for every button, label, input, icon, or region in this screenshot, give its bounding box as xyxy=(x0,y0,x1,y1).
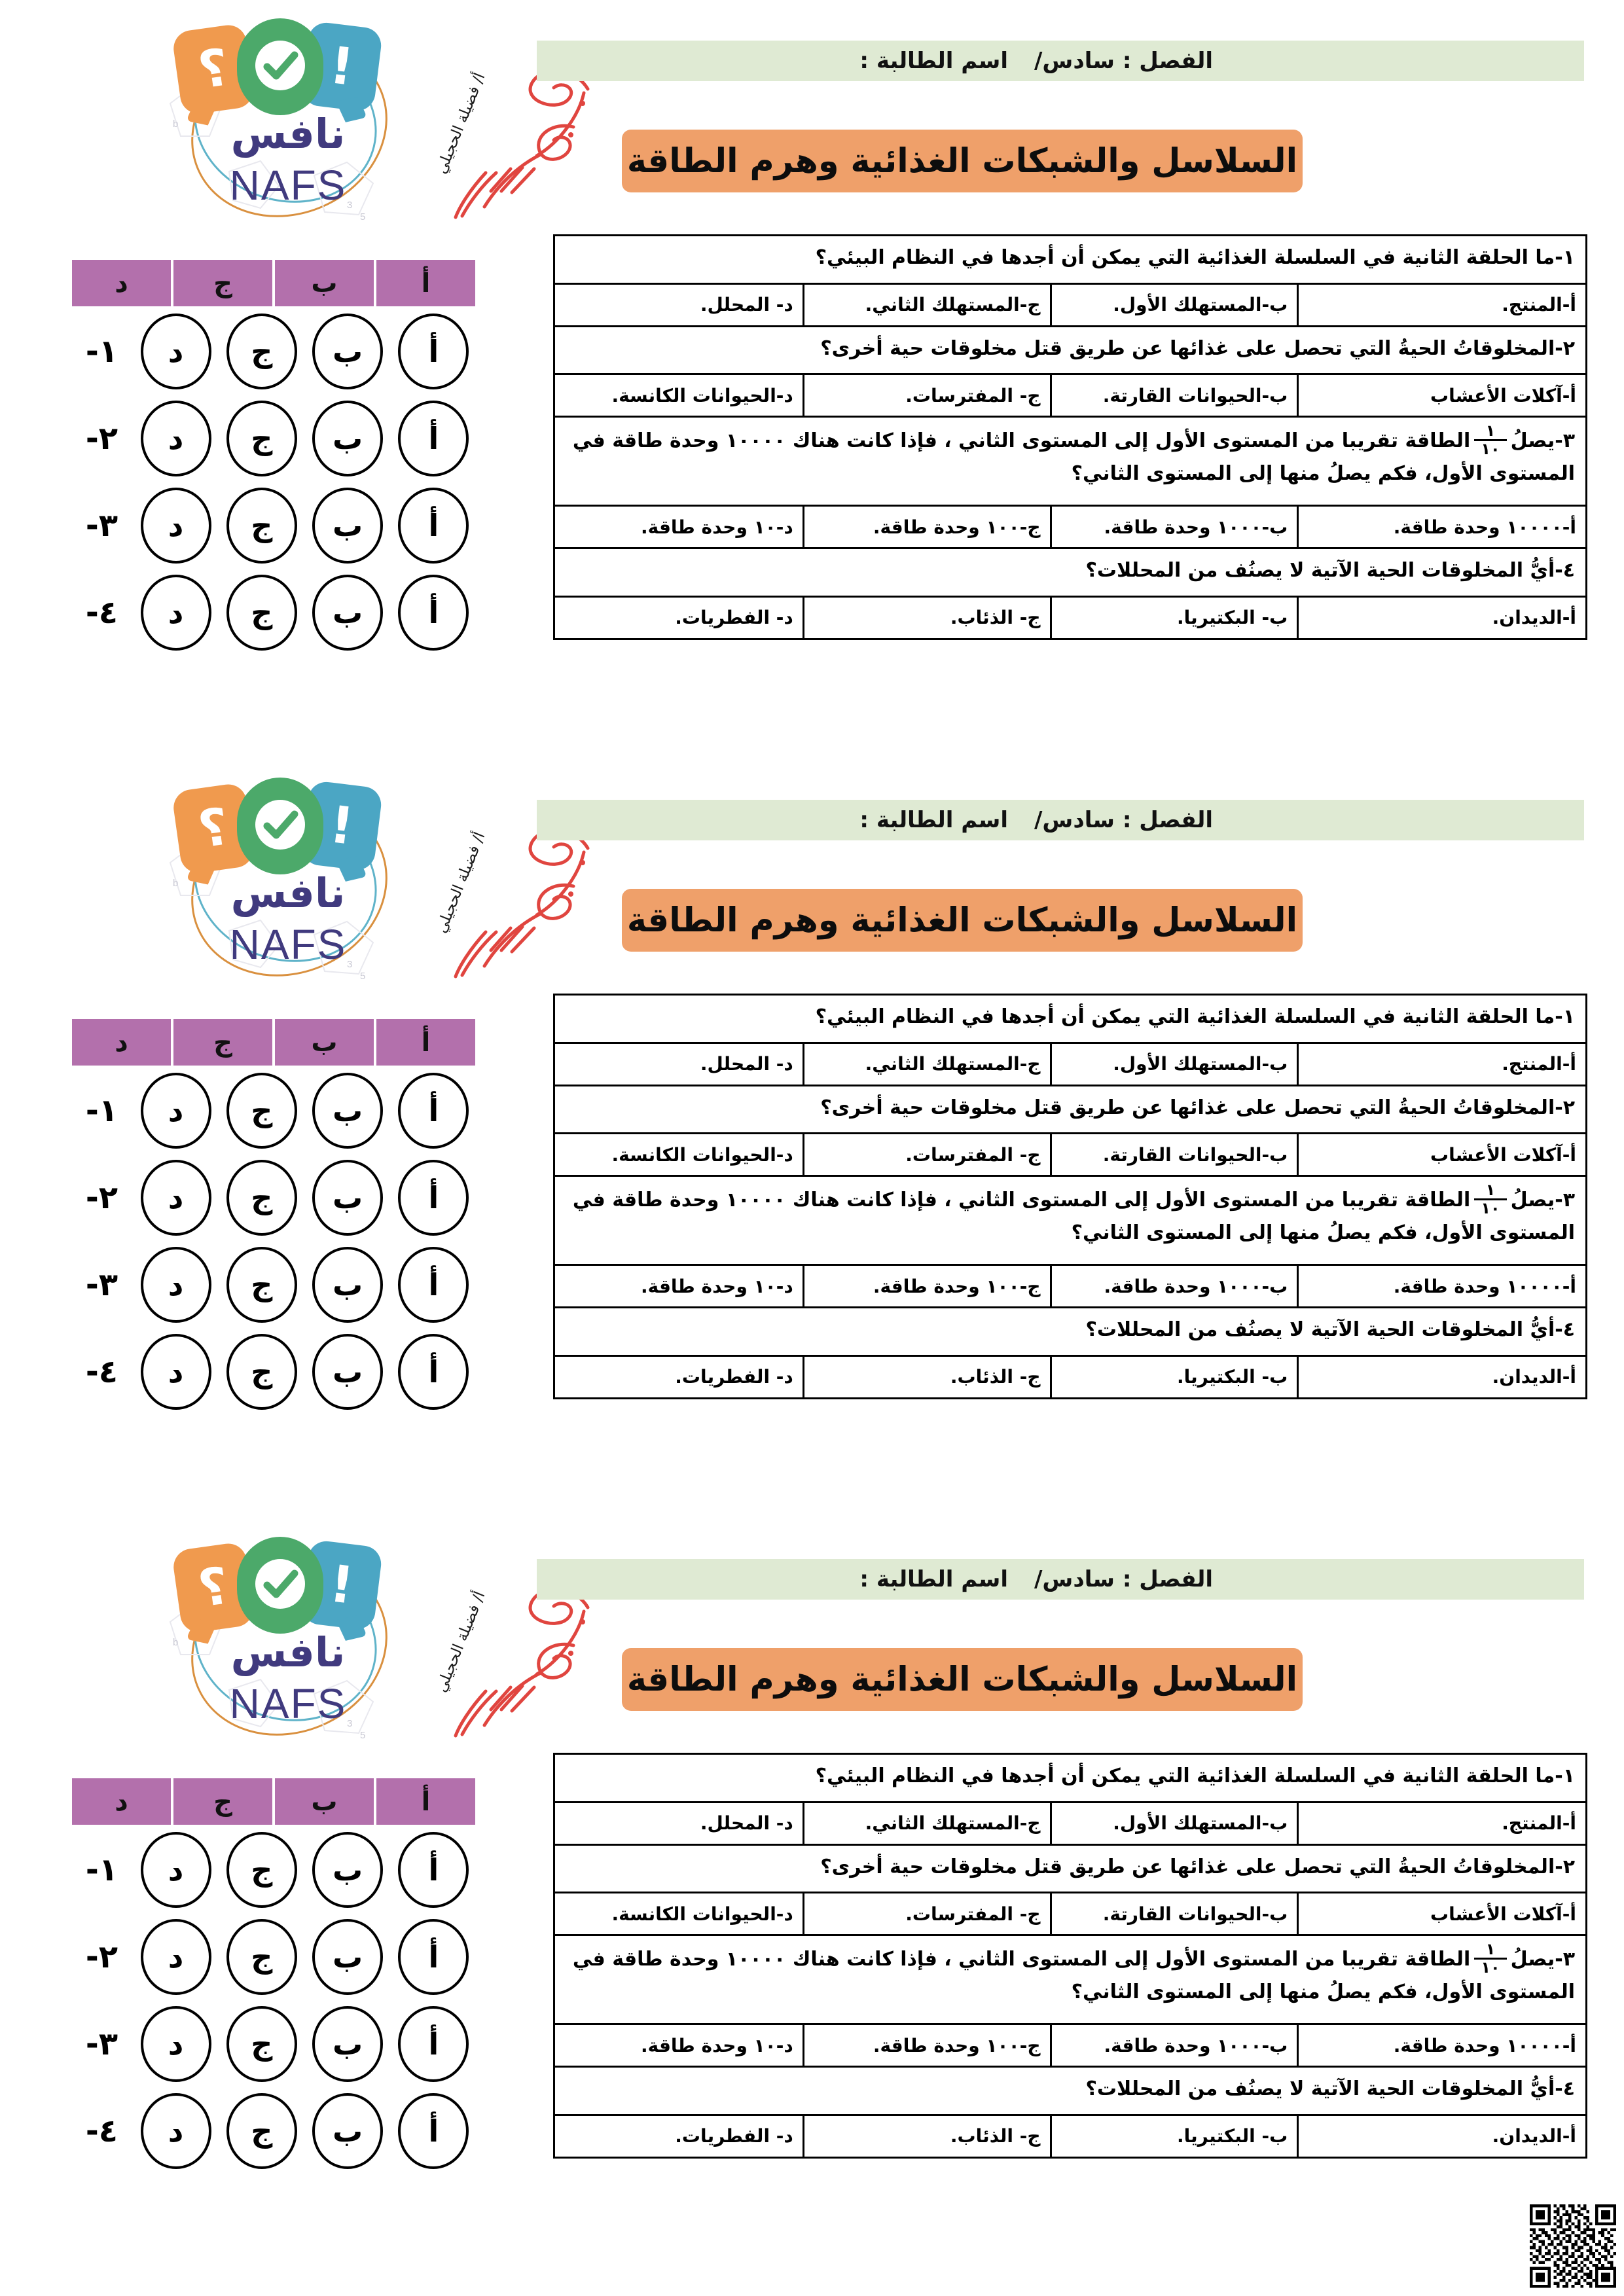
answer-bubble-3-d[interactable] xyxy=(133,2000,219,2087)
student-name-label: اسم الطالبة : xyxy=(859,807,1008,833)
answer-column-header-a: أ xyxy=(375,1777,477,1826)
answer-bubble-2-c[interactable] xyxy=(219,1913,304,2000)
answer-bubble-4-a[interactable] xyxy=(391,1328,477,1415)
worksheet-title-banner xyxy=(622,889,1303,952)
teacher-name-label: أ/ فضيلة الحجيلي xyxy=(432,830,489,936)
answer-column-header-a: أ xyxy=(375,1018,477,1067)
answer-bubble-label: أ xyxy=(398,401,469,476)
exclamation-mark-glyph: ! xyxy=(326,1554,357,1616)
answer-column-header-d: د xyxy=(71,259,172,308)
option-1-a[interactable]: أ-المنتج. xyxy=(1297,1044,1585,1085)
question-4-options xyxy=(555,598,1585,638)
question-1-text: ١-ما الحلقة الثانية في السلسلة الغذائية التي يمكن أن أجدها في النظام البيئي؟ xyxy=(555,236,1585,285)
answer-bubble-3-b[interactable] xyxy=(304,1241,390,1328)
answer-bubble-label: أ xyxy=(398,2093,469,2169)
question-3-options xyxy=(555,507,1585,549)
option-2-b[interactable]: ب-الحيوانات القارتة. xyxy=(1050,1134,1297,1175)
option-2-c[interactable]: ج- المفترسات. xyxy=(803,1893,1050,1934)
answer-column-header-b: ب xyxy=(274,259,375,308)
answer-row-number: ٤- xyxy=(85,594,118,631)
option-2-d[interactable]: د-الحيوانات الكانسة. xyxy=(611,384,793,406)
option-1-a[interactable]: أ-المنتج. xyxy=(1297,1803,1585,1844)
answer-column-header-c: ج xyxy=(172,1018,274,1067)
option-1-b[interactable]: ب-المستهلك الأول. xyxy=(1050,1044,1297,1085)
class-label: الفصل : سادس/ xyxy=(1034,1566,1213,1592)
answer-bubble-label: ب xyxy=(312,1334,383,1410)
fraction-one-tenth xyxy=(1474,423,1506,457)
question-3-options xyxy=(555,1266,1585,1308)
answer-row-number: ٣- xyxy=(85,1266,118,1303)
fraction-one-tenth xyxy=(1474,1182,1506,1217)
option-1-d[interactable]: د- المحلل. xyxy=(700,1812,793,1834)
question-1-options xyxy=(555,1044,1585,1086)
answer-bubble-4-b[interactable] xyxy=(304,2087,390,2174)
question-mark-glyph: ؟ xyxy=(194,797,232,860)
option-4-d[interactable]: د- الفطريات. xyxy=(675,2125,793,2147)
answer-row xyxy=(71,482,477,569)
worksheet-title-banner xyxy=(622,130,1303,192)
worksheet-section xyxy=(0,0,1624,759)
option-3-b[interactable]: ب-١٠٠٠ وحدة طاقة. xyxy=(1050,2025,1297,2066)
option-1-a[interactable]: أ-المنتج. xyxy=(1297,285,1585,325)
student-header-band xyxy=(537,41,1584,81)
option-4-d[interactable]: د- الفطريات. xyxy=(675,1366,793,1388)
question-2-options xyxy=(555,1134,1585,1177)
option-2-a[interactable]: أ-آكلات الأعشاب xyxy=(1297,1134,1585,1175)
logo-arabic-wordmark: نافس xyxy=(230,869,346,917)
answer-bubble-label: د xyxy=(141,1160,211,1236)
answer-bubble-label: د xyxy=(141,2093,211,2169)
svg-text:b: b xyxy=(173,1637,179,1648)
answer-bubble-4-c[interactable] xyxy=(219,2087,304,2174)
answer-bubble-label: ج xyxy=(226,575,297,651)
answer-bubble-3-c[interactable] xyxy=(219,2000,304,2087)
answer-bubble-label: د xyxy=(141,314,211,389)
answer-bubble-label: أ xyxy=(398,1832,469,1908)
page-title: السلاسل والشبكات الغذائية وهرم الطاقة xyxy=(626,901,1298,940)
worksheet-title-banner xyxy=(622,1648,1303,1711)
answer-column-header-b: ب xyxy=(274,1777,375,1826)
nafs-logo xyxy=(151,12,425,234)
fraction-denominator: ١٠ xyxy=(1481,1958,1500,1977)
answer-row-number: ١- xyxy=(85,1092,118,1129)
answer-bubble-label: ب xyxy=(312,488,383,564)
answer-bubble-4-c[interactable] xyxy=(219,1328,304,1415)
answer-row xyxy=(71,308,477,395)
option-3-b[interactable]: ب-١٠٠٠ وحدة طاقة. xyxy=(1050,507,1297,547)
logo-arabic-wordmark: نافس xyxy=(230,110,346,158)
answer-bubble-label: د xyxy=(141,2006,211,2082)
questions-table xyxy=(553,1753,1587,2159)
answer-bubble-label: د xyxy=(141,1247,211,1323)
answer-bubble-1-d[interactable] xyxy=(133,308,219,395)
question-2-text: ٢-المخلوقاتُ الحيةُ التي تحصل على غذائها عن طريق قتل مخلوقات حية أخرى؟ xyxy=(555,1846,1585,1894)
answer-bubble-label: ج xyxy=(226,2006,297,2082)
answer-bubble-label: د xyxy=(141,488,211,564)
answer-bubble-2-d[interactable] xyxy=(133,395,219,482)
check-mark-icon xyxy=(237,778,323,874)
option-4-c[interactable]: ج- الذئاب. xyxy=(803,1357,1050,1397)
answer-bubble-3-b[interactable] xyxy=(304,2000,390,2087)
answer-bubble-4-d[interactable] xyxy=(133,2087,219,2174)
student-header-band xyxy=(537,800,1584,840)
answer-bubble-label: د xyxy=(141,1919,211,1995)
svg-text:3: 3 xyxy=(347,1718,353,1729)
answer-grid-header xyxy=(71,259,477,308)
answer-bubble-1-a[interactable] xyxy=(391,1067,477,1154)
option-2-b[interactable]: ب-الحيوانات القارتة. xyxy=(1050,375,1297,416)
student-name-label: اسم الطالبة : xyxy=(859,48,1008,74)
questions-table xyxy=(553,994,1587,1399)
question-3-text xyxy=(555,1936,1585,2025)
answer-bubble-label: ج xyxy=(226,1334,297,1410)
fraction-one-tenth xyxy=(1474,1941,1506,1976)
svg-text:b: b xyxy=(173,118,179,130)
answer-bubble-grid xyxy=(71,259,477,656)
question-1-text: ١-ما الحلقة الثانية في السلسلة الغذائية التي يمكن أن أجدها في النظام البيئي؟ xyxy=(555,996,1585,1044)
svg-text:5: 5 xyxy=(360,1730,366,1741)
svg-text:3: 3 xyxy=(347,959,353,970)
logo-english-wordmark: NAFS xyxy=(229,921,347,968)
question-mark-glyph: ؟ xyxy=(194,38,232,101)
option-4-a[interactable]: أ-الديدان. xyxy=(1297,598,1585,638)
answer-bubble-label: أ xyxy=(398,488,469,564)
option-1-c[interactable]: ج-المستهلك الثاني. xyxy=(803,1803,1050,1844)
svg-text:5: 5 xyxy=(360,211,366,223)
answer-bubble-3-c[interactable] xyxy=(219,482,304,569)
answer-bubble-label: د xyxy=(141,1073,211,1149)
option-1-d[interactable]: د- المحلل. xyxy=(700,1053,793,1075)
page-title: السلاسل والشبكات الغذائية وهرم الطاقة xyxy=(626,141,1298,181)
answer-bubble-1-d[interactable] xyxy=(133,1067,219,1154)
student-name-label: اسم الطالبة : xyxy=(859,1566,1008,1592)
answer-bubble-label: ب xyxy=(312,1832,383,1908)
student-header-band xyxy=(537,1559,1584,1600)
answer-bubble-4-d[interactable] xyxy=(133,569,219,656)
answer-row-number: ٢- xyxy=(85,1179,118,1216)
answer-row-number: ١- xyxy=(85,1851,118,1888)
question-1-text: ١-ما الحلقة الثانية في السلسلة الغذائية التي يمكن أن أجدها في النظام البيئي؟ xyxy=(555,1755,1585,1803)
check-mark-icon xyxy=(237,1537,323,1634)
option-3-d[interactable]: د-١٠ وحدة طاقة. xyxy=(640,1275,793,1297)
answer-bubble-label: د xyxy=(141,1334,211,1410)
option-3-b[interactable]: ب-١٠٠٠ وحدة طاقة. xyxy=(1050,1266,1297,1306)
answer-bubble-label: ج xyxy=(226,2093,297,2169)
fraction-numerator: ١ xyxy=(1474,423,1506,441)
worksheet-section xyxy=(0,1518,1624,2278)
logo-speech-bubbles xyxy=(177,778,393,872)
answer-bubble-1-a[interactable] xyxy=(391,1826,477,1913)
answer-row xyxy=(71,1913,477,2000)
class-label: الفصل : سادس/ xyxy=(1034,48,1213,74)
svg-text:3: 3 xyxy=(347,200,353,211)
answer-row xyxy=(71,569,477,656)
option-4-c[interactable]: ج- الذئاب. xyxy=(803,598,1050,638)
answer-column-header-c: ج xyxy=(172,1777,274,1826)
answer-bubble-label: ب xyxy=(312,575,383,651)
answer-bubble-label: ب xyxy=(312,314,383,389)
answer-row xyxy=(71,2087,477,2174)
answer-bubble-label: ب xyxy=(312,1160,383,1236)
check-mark-svg xyxy=(253,1556,308,1611)
question-3-prefix: ٣-يصلُ xyxy=(1510,1948,1575,1971)
option-2-a[interactable]: أ-آكلات الأعشاب xyxy=(1297,1893,1585,1934)
question-3-text xyxy=(555,1177,1585,1266)
answer-row xyxy=(71,1154,477,1241)
answer-bubble-grid xyxy=(71,1018,477,1415)
answer-row-number: ٣- xyxy=(85,507,118,544)
questions-table xyxy=(553,234,1587,640)
answer-bubble-1-a[interactable] xyxy=(391,308,477,395)
question-2-text: ٢-المخلوقاتُ الحيةُ التي تحصل على غذائها عن طريق قتل مخلوقات حية أخرى؟ xyxy=(555,1086,1585,1135)
answer-bubble-2-c[interactable] xyxy=(219,395,304,482)
question-2-options xyxy=(555,1893,1585,1936)
teacher-name-label: أ/ فضيلة الحجيلي xyxy=(432,71,489,177)
teacher-name-label: أ/ فضيلة الحجيلي xyxy=(432,1589,489,1695)
question-4-text: ٤-أيُّ المخلوقات الحية الآتية لا يصنُف من المحللات؟ xyxy=(555,549,1585,598)
fraction-numerator: ١ xyxy=(1474,1182,1506,1200)
check-mark-icon xyxy=(237,18,323,115)
answer-bubble-label: ج xyxy=(226,401,297,476)
answer-bubble-2-c[interactable] xyxy=(219,1154,304,1241)
answer-row xyxy=(71,1067,477,1154)
answer-bubble-label: ج xyxy=(226,488,297,564)
answer-bubble-label: د xyxy=(141,1832,211,1908)
logo-arabic-wordmark: نافس xyxy=(230,1628,346,1676)
qr-code xyxy=(1530,2204,1616,2291)
question-3-suffix: الطاقة تقريبا من المستوى الأول إلى المستوى الثاني ، فإذا كانت هناك ١٠٠٠٠ وحدة طاقة في المستوى الأول، فكم يصلُ منها إلى المستوى الثاني؟ xyxy=(572,1948,1575,2004)
answer-row-number: ٢- xyxy=(85,420,118,457)
answer-bubble-3-c[interactable] xyxy=(219,1241,304,1328)
answer-bubble-1-b[interactable] xyxy=(304,308,390,395)
answer-bubble-4-b[interactable] xyxy=(304,569,390,656)
answer-row xyxy=(71,395,477,482)
class-label: الفصل : سادس/ xyxy=(1034,807,1213,833)
question-2-options xyxy=(555,375,1585,418)
answer-bubble-label: ب xyxy=(312,401,383,476)
question-3-suffix: الطاقة تقريبا من المستوى الأول إلى المستوى الثاني ، فإذا كانت هناك ١٠٠٠٠ وحدة طاقة في المستوى الأول، فكم يصلُ منها إلى المستوى الثاني؟ xyxy=(572,429,1575,486)
answer-bubble-label: د xyxy=(141,401,211,476)
worksheet-section xyxy=(0,759,1624,1518)
fraction-denominator: ١٠ xyxy=(1481,1199,1500,1218)
answer-bubble-label: ب xyxy=(312,2093,383,2169)
answer-grid-header xyxy=(71,1777,477,1826)
answer-bubble-label: د xyxy=(141,575,211,651)
answer-row-number: ٤- xyxy=(85,1353,118,1390)
option-2-c[interactable]: ج- المفترسات. xyxy=(803,1134,1050,1175)
answer-row-number: ٣- xyxy=(85,2025,118,2062)
page-title: السلاسل والشبكات الغذائية وهرم الطاقة xyxy=(626,1660,1298,1699)
answer-bubble-2-b[interactable] xyxy=(304,1913,390,2000)
option-1-c[interactable]: ج-المستهلك الثاني. xyxy=(803,285,1050,325)
answer-bubble-label: أ xyxy=(398,1160,469,1236)
question-1-options xyxy=(555,285,1585,327)
answer-bubble-2-d[interactable] xyxy=(133,1913,219,2000)
answer-bubble-3-a[interactable] xyxy=(391,2000,477,2087)
answer-bubble-grid xyxy=(71,1777,477,2174)
option-4-d[interactable]: د- الفطريات. xyxy=(675,607,793,628)
answer-row xyxy=(71,1328,477,1415)
answer-bubble-label: أ xyxy=(398,1334,469,1410)
fraction-denominator: ١٠ xyxy=(1481,440,1500,459)
answer-bubble-2-b[interactable] xyxy=(304,1154,390,1241)
option-4-b[interactable]: ب- البكتيريا. xyxy=(1050,598,1297,638)
option-3-a[interactable]: أ-١٠٠٠٠ وحدة طاقة. xyxy=(1297,1266,1585,1306)
option-2-b[interactable]: ب-الحيوانات القارتة. xyxy=(1050,1893,1297,1934)
option-2-d[interactable]: د-الحيوانات الكانسة. xyxy=(611,1903,793,1925)
option-4-a[interactable]: أ-الديدان. xyxy=(1297,1357,1585,1397)
question-4-options xyxy=(555,1357,1585,1397)
question-1-options xyxy=(555,1803,1585,1846)
answer-bubble-label: ج xyxy=(226,314,297,389)
answer-column-header-b: ب xyxy=(274,1018,375,1067)
answer-bubble-1-c[interactable] xyxy=(219,1067,304,1154)
answer-bubble-label: ج xyxy=(226,1919,297,1995)
answer-bubble-label: ج xyxy=(226,1073,297,1149)
answer-bubble-3-a[interactable] xyxy=(391,1241,477,1328)
answer-bubble-label: ب xyxy=(312,1247,383,1323)
answer-bubble-1-c[interactable] xyxy=(219,1826,304,1913)
answer-row xyxy=(71,1241,477,1328)
answer-bubble-3-d[interactable] xyxy=(133,482,219,569)
question-4-options xyxy=(555,2116,1585,2157)
option-3-c[interactable]: ج-١٠٠ وحدة طاقة. xyxy=(803,507,1050,547)
answer-bubble-1-b[interactable] xyxy=(304,1826,390,1913)
answer-bubble-1-b[interactable] xyxy=(304,1067,390,1154)
option-4-b[interactable]: ب- البكتيريا. xyxy=(1050,2116,1297,2157)
option-4-c[interactable]: ج- الذئاب. xyxy=(803,2116,1050,2157)
answer-column-header-d: د xyxy=(71,1777,172,1826)
answer-bubble-label: أ xyxy=(398,1247,469,1323)
option-3-c[interactable]: ج-١٠٠ وحدة طاقة. xyxy=(803,2025,1050,2066)
answer-row xyxy=(71,1826,477,1913)
question-4-text: ٤-أيُّ المخلوقات الحية الآتية لا يصنُف من المحللات؟ xyxy=(555,2068,1585,2116)
option-4-a[interactable]: أ-الديدان. xyxy=(1297,2116,1585,2157)
answer-bubble-label: ج xyxy=(226,1832,297,1908)
answer-bubble-2-a[interactable] xyxy=(391,1154,477,1241)
answer-bubble-4-c[interactable] xyxy=(219,569,304,656)
option-4-b[interactable]: ب- البكتيريا. xyxy=(1050,1357,1297,1397)
answer-bubble-2-a[interactable] xyxy=(391,1913,477,2000)
answer-bubble-4-d[interactable] xyxy=(133,1328,219,1415)
question-3-suffix: الطاقة تقريبا من المستوى الأول إلى المستوى الثاني ، فإذا كانت هناك ١٠٠٠٠ وحدة طاقة في المستوى الأول، فكم يصلُ منها إلى المستوى الثاني؟ xyxy=(572,1189,1575,1245)
answer-bubble-3-a[interactable] xyxy=(391,482,477,569)
exclamation-mark-glyph: ! xyxy=(326,795,357,857)
option-1-b[interactable]: ب-المستهلك الأول. xyxy=(1050,285,1297,325)
nafs-logo xyxy=(151,771,425,994)
option-2-d[interactable]: د-الحيوانات الكانسة. xyxy=(611,1143,793,1166)
question-3-prefix: ٣-يصلُ xyxy=(1510,429,1575,453)
logo-english-wordmark: NAFS xyxy=(229,1680,347,1727)
option-3-a[interactable]: أ-١٠٠٠٠ وحدة طاقة. xyxy=(1297,2025,1585,2066)
answer-bubble-label: ج xyxy=(226,1247,297,1323)
question-2-text: ٢-المخلوقاتُ الحيةُ التي تحصل على غذائها عن طريق قتل مخلوقات حية أخرى؟ xyxy=(555,327,1585,376)
answer-column-header-c: ج xyxy=(172,259,274,308)
option-3-a[interactable]: أ-١٠٠٠٠ وحدة طاقة. xyxy=(1297,507,1585,547)
answer-bubble-label: أ xyxy=(398,2006,469,2082)
answer-bubble-2-a[interactable] xyxy=(391,395,477,482)
answer-column-header-a: أ xyxy=(375,259,477,308)
question-3-options xyxy=(555,2025,1585,2068)
option-3-d[interactable]: د-١٠ وحدة طاقة. xyxy=(640,516,793,538)
answer-row xyxy=(71,2000,477,2087)
question-4-text: ٤-أيُّ المخلوقات الحية الآتية لا يصنُف من المحللات؟ xyxy=(555,1308,1585,1357)
check-mark-svg xyxy=(253,38,308,93)
svg-text:5: 5 xyxy=(360,971,366,982)
answer-bubble-label: أ xyxy=(398,1073,469,1149)
option-2-a[interactable]: أ-آكلات الأعشاب xyxy=(1297,375,1585,416)
answer-bubble-4-a[interactable] xyxy=(391,2087,477,2174)
answer-bubble-label: أ xyxy=(398,314,469,389)
answer-row-number: ٤- xyxy=(85,2112,118,2149)
answer-bubble-1-d[interactable] xyxy=(133,1826,219,1913)
answer-bubble-4-b[interactable] xyxy=(304,1328,390,1415)
option-1-d[interactable]: د- المحلل. xyxy=(700,294,793,315)
question-3-text xyxy=(555,418,1585,507)
option-2-c[interactable]: ج- المفترسات. xyxy=(803,375,1050,416)
answer-bubble-2-b[interactable] xyxy=(304,395,390,482)
answer-bubble-label: ب xyxy=(312,2006,383,2082)
check-mark-svg xyxy=(253,797,308,852)
nafs-logo xyxy=(151,1530,425,1753)
logo-speech-bubbles xyxy=(177,18,393,113)
logo-speech-bubbles xyxy=(177,1537,393,1632)
answer-bubble-1-c[interactable] xyxy=(219,308,304,395)
option-3-d[interactable]: د-١٠ وحدة طاقة. xyxy=(640,2034,793,2056)
svg-text:b: b xyxy=(173,878,179,889)
answer-bubble-label: أ xyxy=(398,575,469,651)
option-1-c[interactable]: ج-المستهلك الثاني. xyxy=(803,1044,1050,1085)
option-3-c[interactable]: ج-١٠٠ وحدة طاقة. xyxy=(803,1266,1050,1306)
answer-bubble-label: ج xyxy=(226,1160,297,1236)
answer-bubble-label: أ xyxy=(398,1919,469,1995)
qr-code-svg xyxy=(1530,2204,1616,2291)
logo-english-wordmark: NAFS xyxy=(229,162,347,209)
answer-row-number: ١- xyxy=(85,332,118,370)
exclamation-mark-glyph: ! xyxy=(326,36,357,98)
question-3-prefix: ٣-يصلُ xyxy=(1510,1189,1575,1212)
answer-grid-header xyxy=(71,1018,477,1067)
answer-row-number: ٢- xyxy=(85,1938,118,1975)
option-1-b[interactable]: ب-المستهلك الأول. xyxy=(1050,1803,1297,1844)
answer-bubble-3-d[interactable] xyxy=(133,1241,219,1328)
answer-column-header-d: د xyxy=(71,1018,172,1067)
fraction-numerator: ١ xyxy=(1474,1941,1506,1960)
answer-bubble-2-d[interactable] xyxy=(133,1154,219,1241)
answer-bubble-4-a[interactable] xyxy=(391,569,477,656)
answer-bubble-3-b[interactable] xyxy=(304,482,390,569)
answer-bubble-label: ب xyxy=(312,1919,383,1995)
answer-bubble-label: ب xyxy=(312,1073,383,1149)
question-mark-glyph: ؟ xyxy=(194,1556,232,1619)
